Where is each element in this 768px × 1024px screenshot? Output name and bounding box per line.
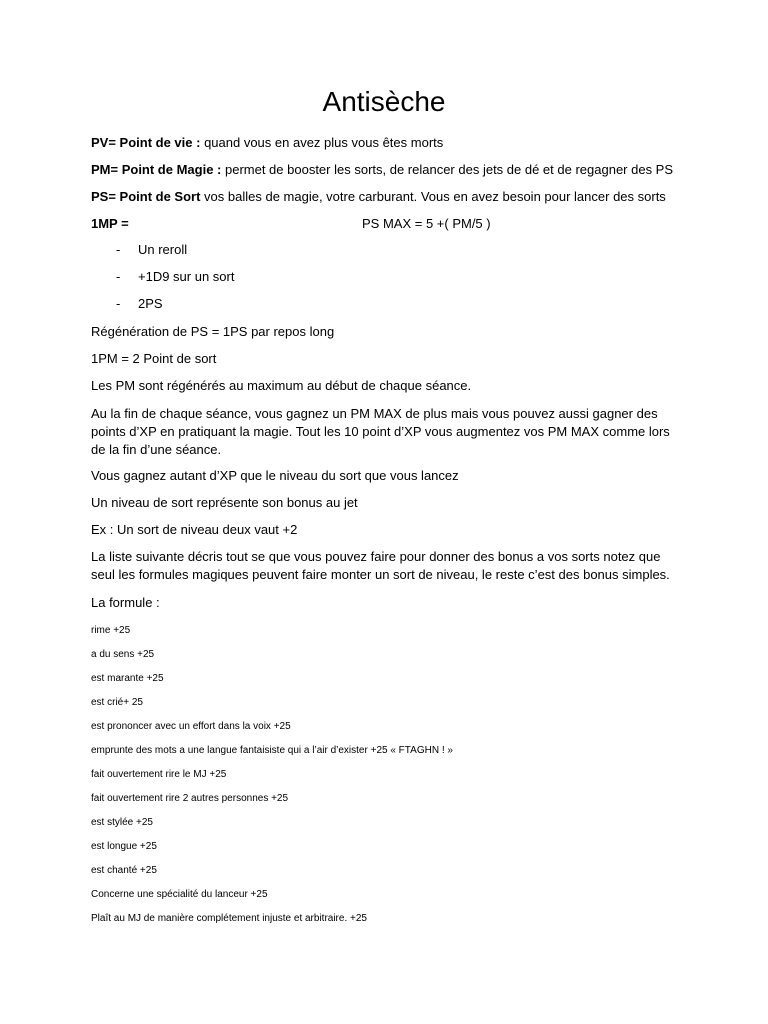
bullet-item: Un reroll xyxy=(138,242,188,257)
bullet-item: 2PS xyxy=(138,296,163,311)
page-title: Antisèche xyxy=(322,86,446,117)
bullet-dash: - xyxy=(116,296,121,311)
definition-ps xyxy=(91,188,666,206)
definition-label: PV= Point de vie : xyxy=(91,135,201,150)
bullet-dash: - xyxy=(116,269,121,284)
formule-item: emprunte des mots a une langue fantaisiste qui a l’air d’exister +25 « FTAGHN ! » xyxy=(91,745,453,756)
definition-label: PS= Point de Sort xyxy=(91,189,201,204)
paragraph: Ex : Un sort de niveau deux vaut +2 xyxy=(91,522,298,537)
formule-item: a du sens +25 xyxy=(91,649,155,660)
formule-heading: La formule : xyxy=(91,595,160,610)
definition-text: permet de booster les sorts, de relancer des jets de dé et de regagner des PS xyxy=(221,162,674,177)
formule-item: fait ouvertement rire 2 autres personnes +25 xyxy=(91,793,289,804)
paragraph: Régénération de PS = 1PS par repos long xyxy=(91,324,335,339)
definition-pm xyxy=(91,161,673,179)
formule-item: rime +25 xyxy=(91,625,131,636)
formule-item: Plaît au MJ de manière complétement injuste et arbitraire. +25 xyxy=(91,913,367,924)
definition-pv xyxy=(91,134,443,152)
formule-item: est marante +25 xyxy=(91,673,164,684)
bullet-item: +1D9 sur un sort xyxy=(138,269,235,284)
bullet-dash: - xyxy=(116,242,121,257)
paragraph: Un niveau de sort représente son bonus au jet xyxy=(91,495,358,510)
formule-item: est crié+ 25 xyxy=(91,697,143,708)
paragraph: Les PM sont régénérés au maximum au début de chaque séance. xyxy=(91,378,472,393)
formule-item: est prononcer avec un effort dans la voix +25 xyxy=(91,721,291,732)
definition-text: quand vous en avez plus vous êtes morts xyxy=(200,135,444,150)
formule-item: est chanté +25 xyxy=(91,865,157,876)
formule-item: fait ouvertement rire le MJ +25 xyxy=(91,769,227,780)
formule-item: est longue +25 xyxy=(91,841,157,852)
paragraph: La liste suivante décris tout se que vous pouvez faire pour donner des bonus a vos sorts notez que seul les formules magiques peuvent faire monter un sort de niveau, le reste c’est des bonus simples. xyxy=(91,549,670,582)
ps-max-formula: PS MAX = 5 +( PM/5 ) xyxy=(362,216,491,231)
definition-label: PM= Point de Magie : xyxy=(91,162,222,177)
formule-item: Concerne une spécialité du lanceur +25 xyxy=(91,889,268,900)
paragraph: 1PM = 2 Point de sort xyxy=(91,351,217,366)
formule-item: est stylée +25 xyxy=(91,817,153,828)
paragraph: Vous gagnez autant d’XP que le niveau du sort que vous lancez xyxy=(91,468,459,483)
definition-text: vos balles de magie, votre carburant. Vous en avez besoin pour lancer des sorts xyxy=(200,189,666,204)
paragraph: Au la fin de chaque séance, vous gagnez un PM MAX de plus mais vous pouvez aussi gagner des points d’XP en pratiquant la magie. Tout les 10 point d’XP vous augmentez vos PM MAX comme lors de la fin d’une séance. xyxy=(91,406,670,457)
mp-label: 1MP = xyxy=(91,216,129,231)
